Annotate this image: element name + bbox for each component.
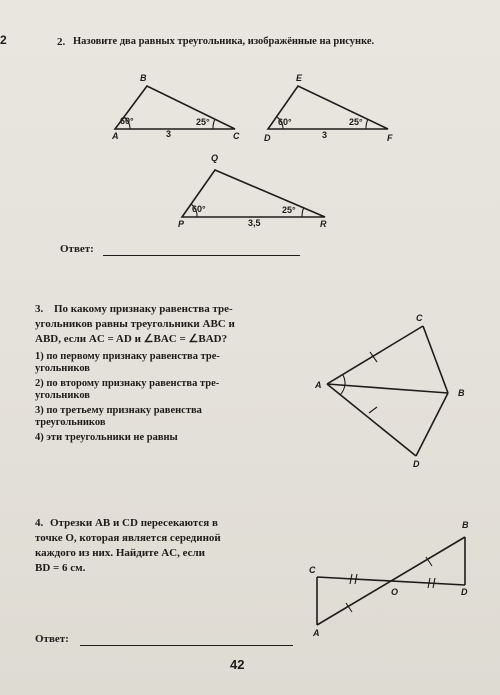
angle-c-value: 25° <box>196 117 210 127</box>
angle-p-value: 60° <box>192 204 206 214</box>
label-r: R <box>320 219 327 229</box>
task3-option-3-line-1[interactable]: 3) по третьему признаку равенства <box>35 405 202 416</box>
fig4-label-a: A <box>313 628 320 638</box>
page-side-mark: 2 <box>0 33 7 47</box>
task4-number: 4. <box>35 517 44 529</box>
task3-option-2-line-2[interactable]: угольников <box>35 390 90 401</box>
fig3-label-c: C <box>416 313 423 323</box>
task4-question-line-1: Отрезки AB и CD пересекаются в <box>50 517 218 529</box>
task3-option-4[interactable]: 4) эти треугольники не равны <box>35 432 178 443</box>
label-d: D <box>264 133 271 143</box>
label-a: A <box>112 131 119 141</box>
task4-question-line-2: точке O, которая является серединой <box>35 532 221 544</box>
fig3-label-a: A <box>315 380 322 390</box>
side-pr-value: 3,5 <box>248 218 261 228</box>
task2-number: 2. <box>57 36 66 48</box>
task3-option-1-line-1[interactable]: 1) по первому признаку равенства тре- <box>35 351 220 362</box>
fig4-label-b: B <box>462 520 469 530</box>
task3-question-line-1: По какому признаку равенства тре- <box>54 303 233 315</box>
label-b: B <box>140 73 147 83</box>
angle-d-value: 60° <box>278 117 292 127</box>
task3-number: 3. <box>35 303 44 315</box>
fig3-label-b: B <box>458 388 465 398</box>
label-q: Q <box>211 153 219 163</box>
angle-a-value: 60° <box>120 116 134 126</box>
task2-answer-label: Ответ: <box>60 243 94 255</box>
angle-r-value: 25° <box>282 205 296 215</box>
side-ac-value: 3 <box>166 129 172 139</box>
page-number: 42 <box>230 657 245 672</box>
label-c: C <box>233 131 240 141</box>
label-e: E <box>296 73 303 83</box>
fig4-label-c: C <box>309 565 316 575</box>
task3-option-3-line-2[interactable]: треугольников <box>35 417 106 428</box>
task4-answer-line[interactable] <box>80 637 293 646</box>
task4-question-line-3: каждого из них. Найдите AC, если <box>35 547 205 559</box>
side-df-value: 3 <box>322 130 328 140</box>
angle-f-value: 25° <box>349 117 363 127</box>
task3-question-line-3: ABD, если AC = AD и ∠BAC = ∠BAD? <box>35 333 228 345</box>
task4-answer-label: Ответ: <box>35 633 69 645</box>
fig4-label-d: D <box>461 587 468 597</box>
task3-option-1-line-2[interactable]: угольников <box>35 363 90 374</box>
label-f: F <box>387 133 393 143</box>
fig4-label-o: O <box>391 587 399 597</box>
task3-question-line-2: угольников равны треугольники ABC и <box>35 318 235 330</box>
task3-option-2-line-1[interactable]: 2) по второму признаку равенства тре- <box>35 378 220 389</box>
task4-question-line-4: BD = 6 см. <box>35 562 86 574</box>
label-p: P <box>178 219 185 229</box>
task2-question: Назовите два равных треугольника, изображённые на рисунке. <box>73 36 375 47</box>
fig3-label-d: D <box>413 459 420 469</box>
